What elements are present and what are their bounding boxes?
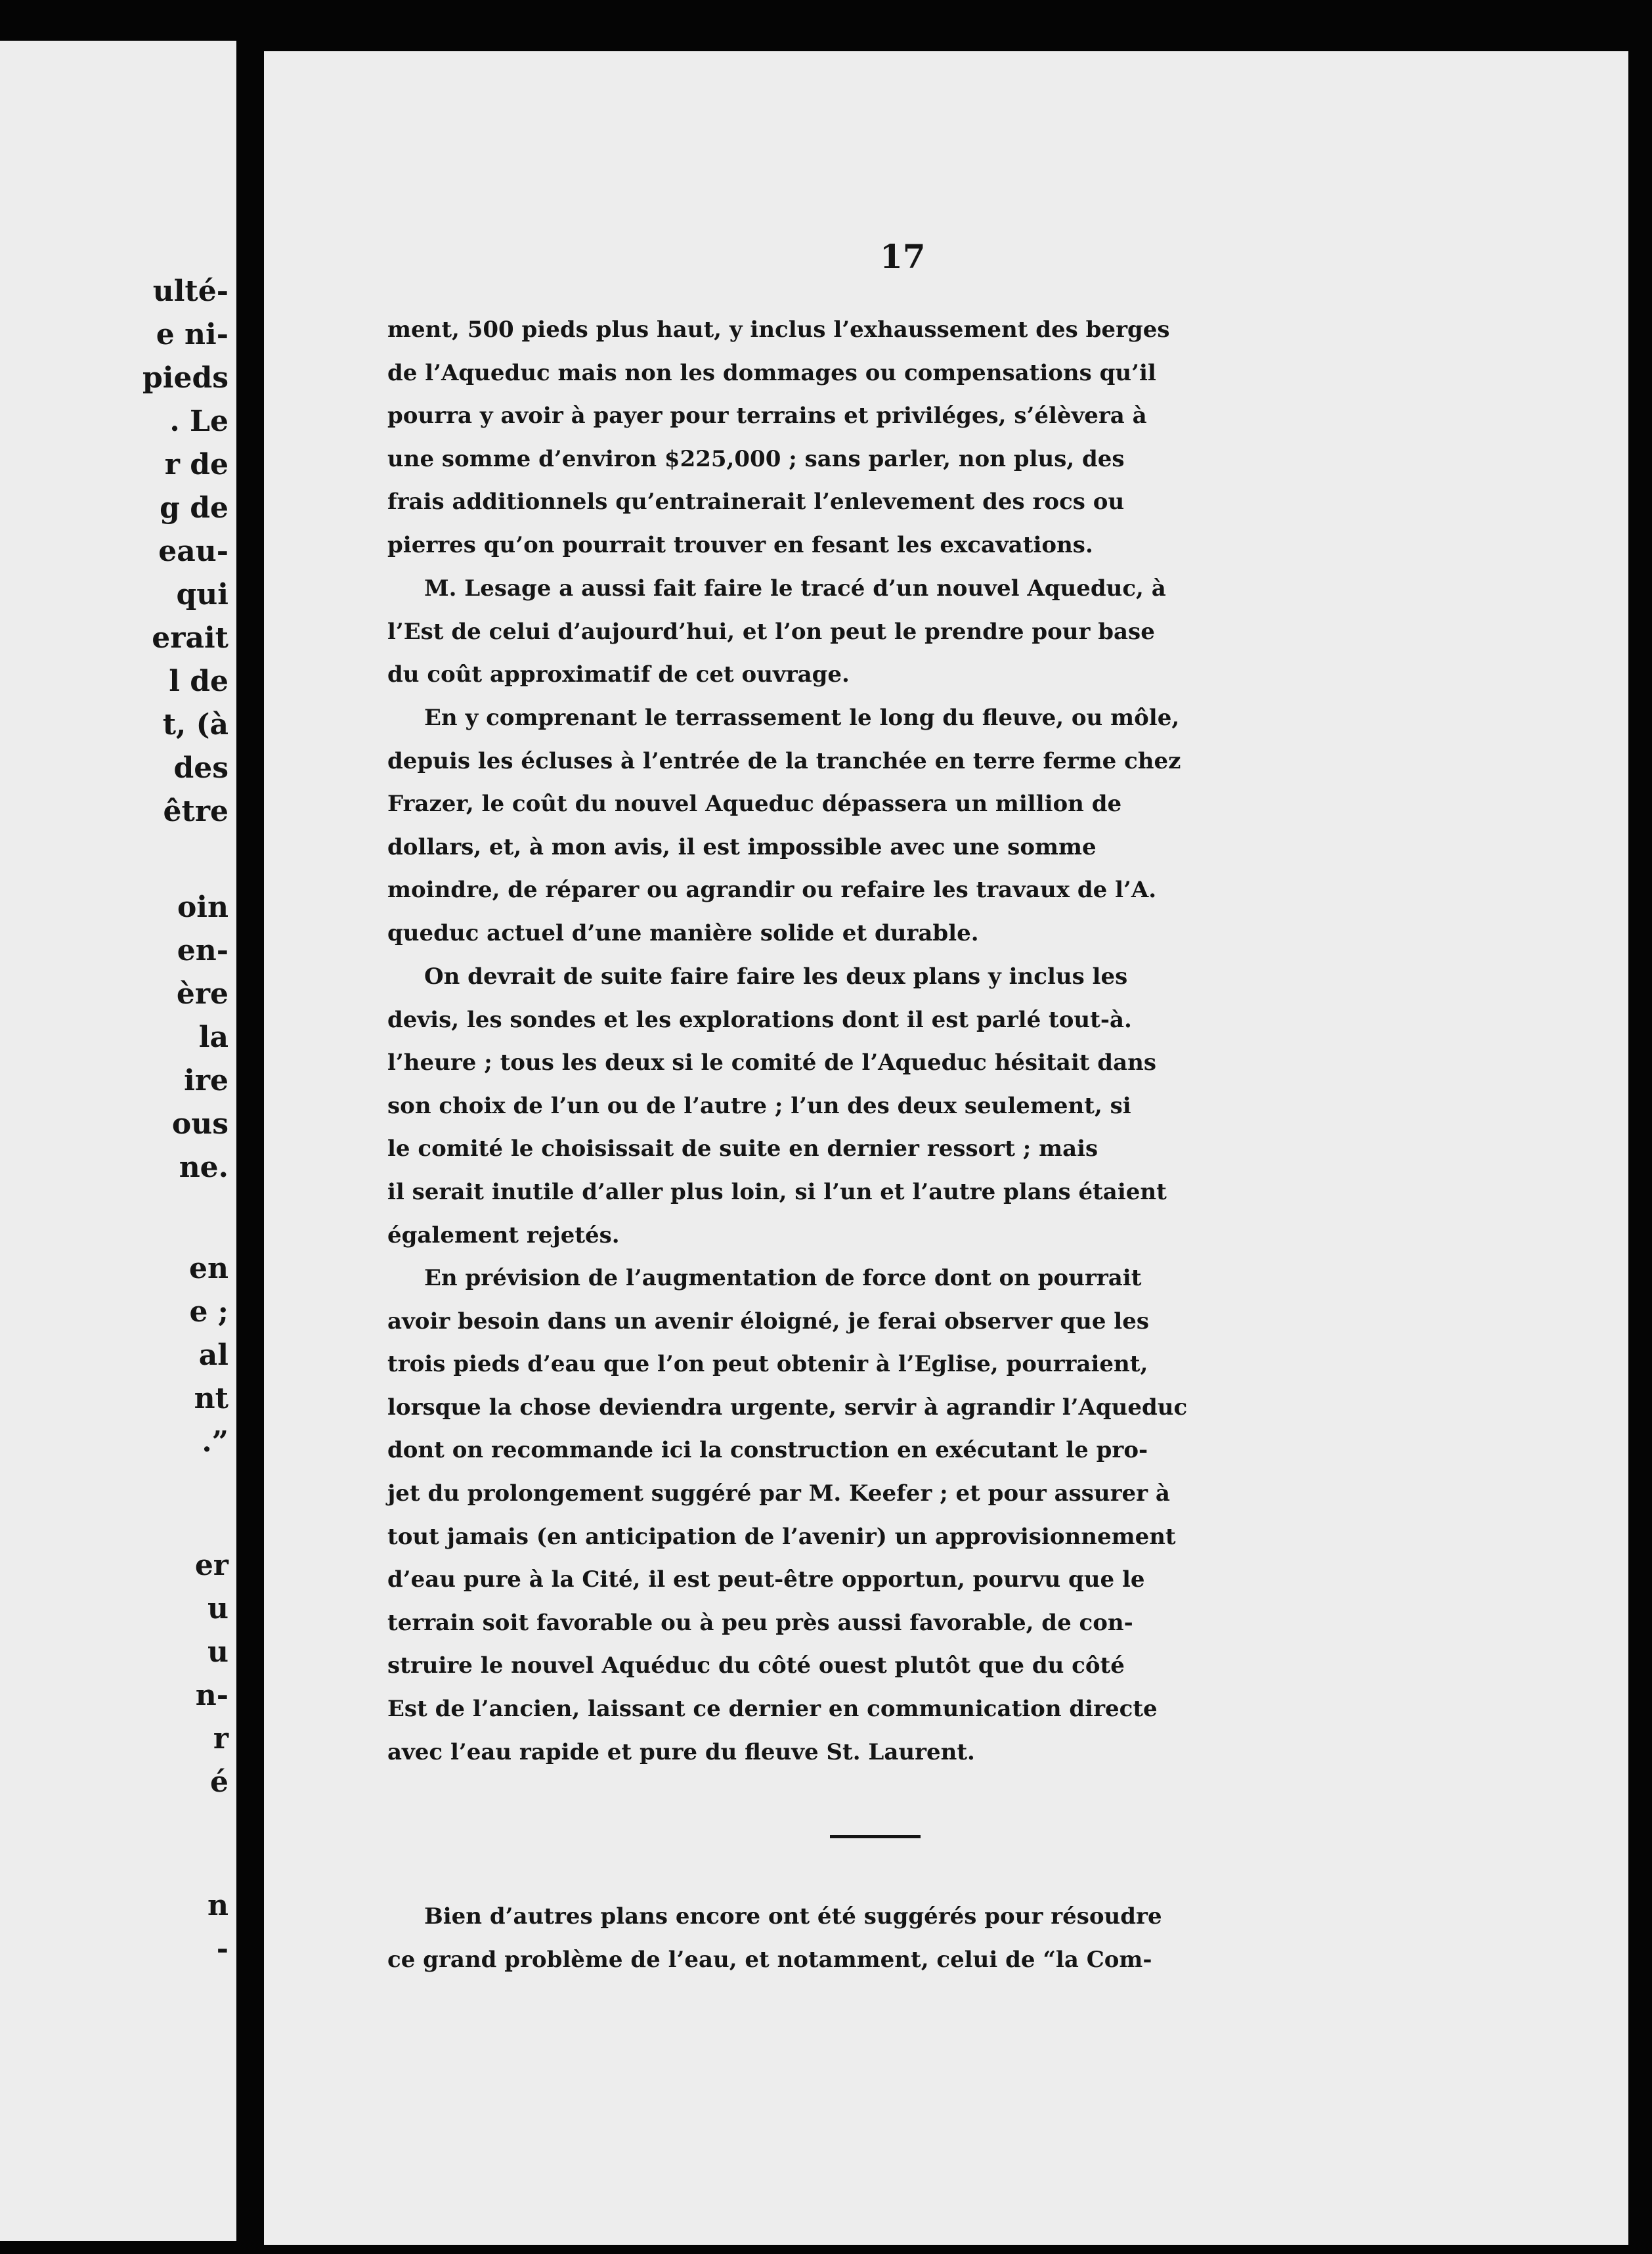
page-number: 17 xyxy=(880,237,926,276)
text-line: queduc actuel d’une manière solide et durable. xyxy=(387,919,979,946)
facing-page-fragment: des xyxy=(173,751,228,785)
text-line: avoir besoin dans un avenir éloigné, je ferai observer que les xyxy=(387,1308,1150,1335)
text-line: terrain soit favorable ou à peu près aussi favorable, de con- xyxy=(387,1609,1133,1636)
text-line: ment, 500 pieds plus haut, y inclus l’exhaussement des berges xyxy=(387,317,1170,343)
text-line: struire le nouvel Aquéduc du côté ouest plutôt que du côté xyxy=(387,1652,1125,1679)
facing-page-fragment: nt xyxy=(194,1382,228,1415)
facing-page-fragment: u xyxy=(207,1592,228,1625)
text-line: de l’Aqueduc mais non les dommages ou compensations qu’il xyxy=(387,359,1156,386)
text-line: jet du prolongement suggéré par M. Keefer ; et pour assurer à xyxy=(387,1480,1170,1507)
paragraph xyxy=(387,1895,1635,1981)
text-line: lorsque la chose deviendra urgente, servir à agrandir l’Aqueduc xyxy=(387,1394,1188,1421)
text-line: pierres qu’on pourrait trouver en fesant les excavations. xyxy=(387,531,1093,558)
facing-page-fragment: qui xyxy=(176,578,228,611)
text-line: une somme d’environ $225,000 ; sans parler, non plus, des xyxy=(387,445,1125,472)
facing-page-fragment: e ; xyxy=(189,1295,228,1329)
text-line: son choix de l’un ou de l’autre ; l’un des deux seulement, si xyxy=(387,1092,1131,1119)
text-line: M. Lesage a aussi fait faire le tracé d’un nouvel Aqueduc, à xyxy=(424,575,1166,602)
text-line: moindre, de réparer ou agrandir ou refaire les travaux de l’A. xyxy=(387,877,1157,904)
facing-page-fragment: ulté- xyxy=(152,275,228,308)
text-line: En y comprenant le terrassement le long du fleuve, ou môle, xyxy=(424,705,1180,731)
facing-page-fragment: . Le xyxy=(169,405,228,438)
facing-page-fragment: .” xyxy=(202,1425,228,1459)
text-line: Frazer, le coût du nouvel Aqueduc dépassera un million de xyxy=(387,791,1122,818)
facing-page-fragment: é xyxy=(210,1765,228,1799)
text-line: pourra y avoir à payer pour terrains et priviléges, s’élèvera à xyxy=(387,403,1147,430)
text-line: dollars, et, à mon avis, il est impossible avec une somme xyxy=(387,833,1097,860)
text-line: il serait inutile d’aller plus loin, si l’un et l’autre plans étaient xyxy=(387,1178,1167,1205)
text-line: ce grand problème de l’eau, et notamment, celui de “la Com- xyxy=(387,1946,1152,1973)
facing-page-fragment: u xyxy=(207,1635,228,1669)
text-line: tout jamais (en anticipation de l’avenir) un approvisionnement xyxy=(387,1523,1176,1550)
text-line: l’heure ; tous les deux si le comité de l’Aqueduc hésitait dans xyxy=(387,1050,1156,1076)
facing-page-fragment: pieds xyxy=(142,361,228,395)
paragraph xyxy=(387,1257,1635,1774)
facing-page-fragment: n- xyxy=(195,1679,228,1712)
section-divider xyxy=(830,1835,921,1838)
facing-page-fragment: r xyxy=(213,1722,228,1756)
facing-page-fragment: ire xyxy=(184,1064,228,1097)
facing-page-fragment: ère xyxy=(176,977,228,1011)
facing-page-fragment: ne. xyxy=(179,1151,228,1184)
text-line: également rejetés. xyxy=(387,1222,620,1249)
text-line: du coût approximatif de cet ouvrage. xyxy=(387,661,850,688)
facing-page-fragment: la xyxy=(198,1021,228,1054)
book-page xyxy=(264,51,1628,2245)
facing-page-fragment: être xyxy=(163,795,228,828)
facing-page-fragment: er xyxy=(194,1549,228,1582)
text-line: trois pieds d’eau que l’on peut obtenir à l’Eglise, pourraient, xyxy=(387,1351,1148,1378)
facing-page-fragment: n xyxy=(207,1889,228,1922)
facing-page-fragment: en- xyxy=(177,934,228,967)
facing-page-fragment: oin xyxy=(177,891,228,924)
text-line: depuis les écluses à l’entrée de la tranchée en terre ferme chez xyxy=(387,747,1181,774)
paragraph xyxy=(387,309,1635,567)
text-line: Bien d’autres plans encore ont été suggérés pour résoudre xyxy=(424,1903,1162,1930)
facing-page-fragment: en xyxy=(189,1252,228,1285)
facing-page-fragment: r de xyxy=(164,448,228,481)
text-line: d’eau pure à la Cité, il est peut-être opportun, pourvu que le xyxy=(387,1566,1145,1593)
text-line: On devrait de suite faire faire les deux plans y inclus les xyxy=(424,963,1128,990)
facing-page-fragment: g de xyxy=(160,491,228,525)
facing-page-fragment: l de xyxy=(169,665,228,698)
paragraph xyxy=(387,956,1635,1257)
facing-page-fragment: t, (à xyxy=(162,708,228,741)
paragraph xyxy=(387,567,1635,697)
text-line: devis, les sondes et les explorations dont il est parlé tout-à. xyxy=(387,1006,1132,1033)
facing-page-fragment: erait xyxy=(152,621,228,655)
facing-page-fragment: e ni- xyxy=(156,318,228,351)
facing-page-fragment: eau- xyxy=(158,535,228,568)
text-line: avec l’eau rapide et pure du fleuve St. Laurent. xyxy=(387,1738,975,1765)
facing-page-fragment: ous xyxy=(171,1107,228,1141)
facing-page-fragment: - xyxy=(216,1932,228,1966)
text-line: l’Est de celui d’aujourd’hui, et l’on peut le prendre pour base xyxy=(387,618,1155,645)
paragraph xyxy=(387,697,1635,956)
text-line: En prévision de l’augmentation de force dont on pourrait xyxy=(424,1265,1142,1291)
text-line: dont on recommande ici la construction en exécutant le pro- xyxy=(387,1437,1148,1464)
facing-page xyxy=(0,41,236,2241)
text-line: Est de l’ancien, laissant ce dernier en communication directe xyxy=(387,1695,1158,1722)
text-line: le comité le choisissait de suite en dernier ressort ; mais xyxy=(387,1136,1098,1162)
text-line: frais additionnels qu’entrainerait l’enlevement des rocs ou xyxy=(387,489,1125,516)
facing-page-fragment: al xyxy=(198,1338,228,1372)
